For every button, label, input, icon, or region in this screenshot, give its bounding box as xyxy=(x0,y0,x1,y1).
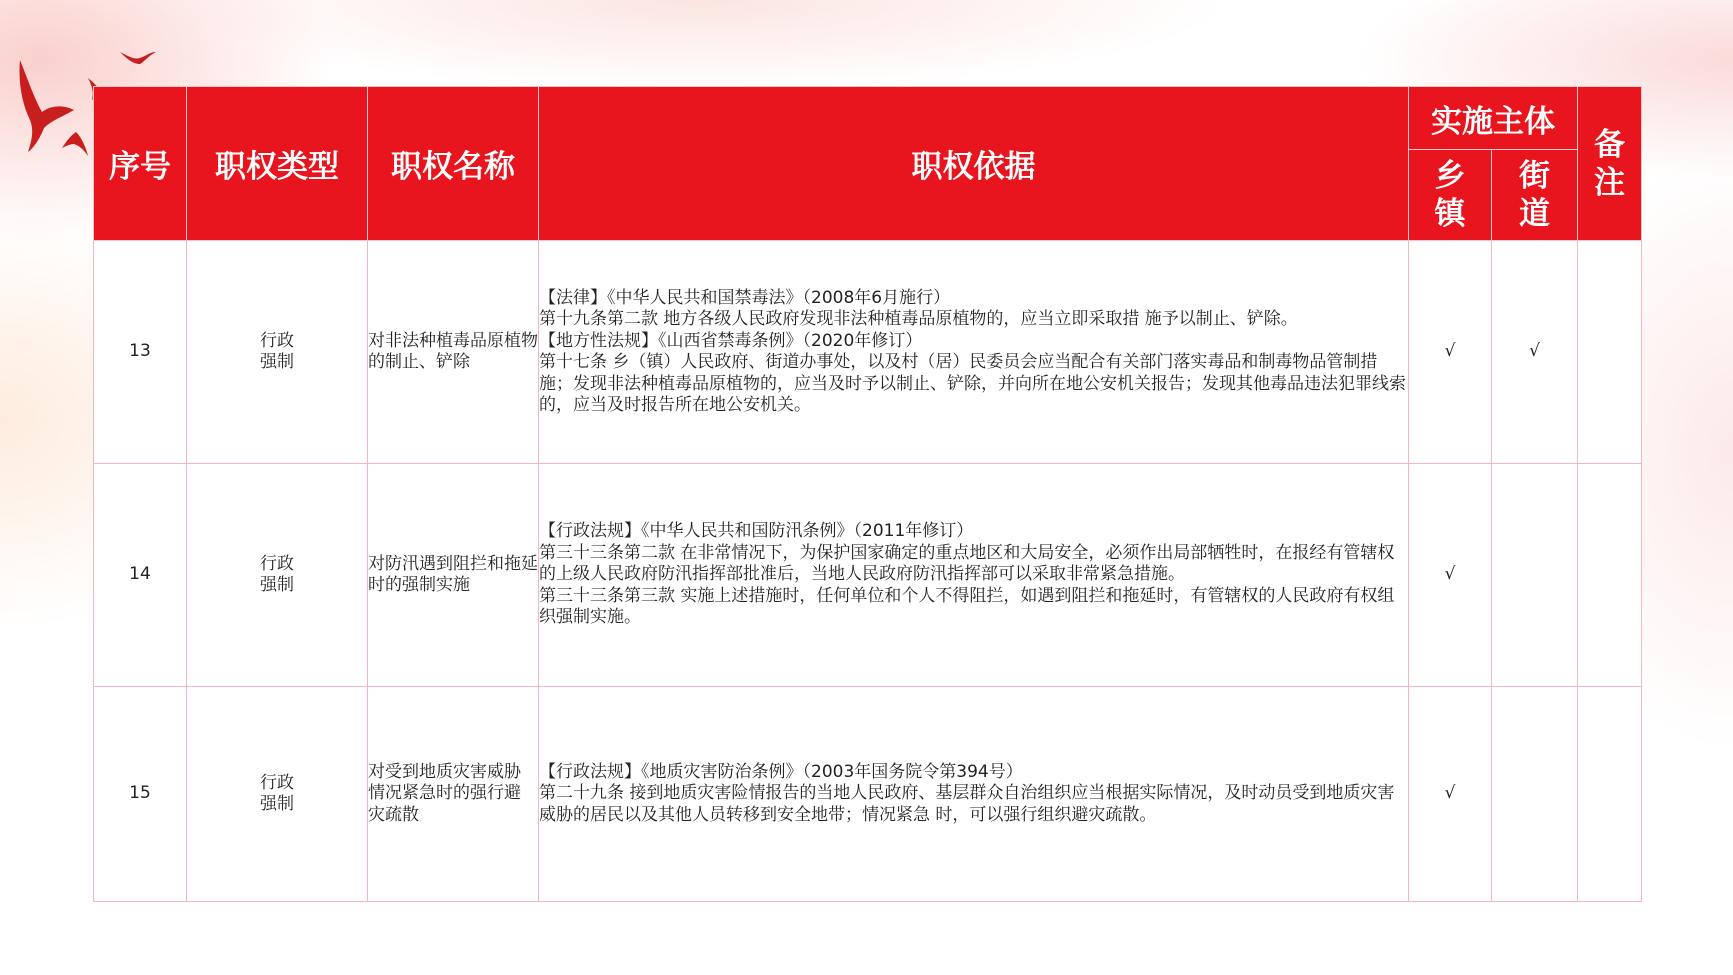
row-type: 行政 强制 xyxy=(187,687,368,902)
header-type: 职权类型 xyxy=(187,87,368,241)
basis-line: 【行政法规】《地质灾害防治条例》（2003年国务院令第394号） xyxy=(539,761,1023,782)
row-note xyxy=(1578,464,1642,687)
basis-line: 【行政法规】《中华人民共和国防汛条例》（2011年修订） xyxy=(539,521,974,542)
row-name: 对受到地质灾害威胁 情况紧急时的强行避 灾疏散 xyxy=(368,687,539,902)
township-check-mark: √ xyxy=(1409,241,1492,464)
row-seq: 13 xyxy=(94,241,187,464)
basis-line: 【地方性法规】《山西省禁毒条例》（2020年修订） xyxy=(539,330,923,351)
row-note xyxy=(1578,241,1642,464)
basis-line: 【法律】《中华人民共和国禁毒法》（2008年6月施行） xyxy=(539,287,951,308)
header-subject: 实施主体 xyxy=(1409,87,1578,150)
street-check-mark xyxy=(1492,464,1578,687)
bird-icon xyxy=(120,52,156,64)
authority-table xyxy=(93,86,1642,902)
row-seq: 15 xyxy=(94,687,187,902)
header-seq: 序号 xyxy=(94,87,187,241)
bird-icon xyxy=(62,132,88,156)
row-basis xyxy=(539,241,1409,464)
header-township: 乡 镇 xyxy=(1409,150,1492,241)
basis-line: 第十九条第二款 地方各级人民政府发现非法种植毒品原植物的，应当立即采取措 施予以制止、铲除。 xyxy=(539,309,1298,329)
header-note: 备 注 xyxy=(1578,87,1642,241)
street-check-mark xyxy=(1492,687,1578,902)
basis-line: 第三十三条第三款 实施上述措施时，任何单位和个人不得阻拦，如遇到阻拦和拖延时，有管辖权的人民政府有权组织强制实施。 xyxy=(539,585,1395,628)
township-check-mark: √ xyxy=(1409,464,1492,687)
row-basis xyxy=(539,687,1409,902)
row-note xyxy=(1578,687,1642,902)
table-row xyxy=(94,464,1642,687)
basis-line: 第二十九条 接到地质灾害险情报告的当地人民政府、基层群众自治组织应当根据实际情况，及时动员受到地质灾害威胁的居民以及其他人员转移到安全地带；情况紧急 时，可以强行组织避灾疏散。 xyxy=(539,783,1395,825)
row-type: 行政 强制 xyxy=(187,464,368,687)
header-street: 街 道 xyxy=(1492,150,1578,241)
basis-line: 第三十三条第二款 在非常情况下，为保护国家确定的重点地区和大局安全，必须作出局部牺牲时，在报经有管辖权的上级人民政府防汛指挥部批准后，当地人民政府防汛指挥部可以采取非常紧急措施。 xyxy=(539,542,1395,585)
header-basis: 职权依据 xyxy=(539,87,1409,241)
basis-line: 第十七条 乡（镇）人民政府、街道办事处，以及村（居）民委员会应当配合有关部门落实毒品和制毒物品管制措施；发现非法种植毒品原植物的，应当及时予以制止、铲除，并向所在地公安机关报告；发现其他毒品违法犯罪线索的，应当及时报告所在地公安机关。 xyxy=(539,352,1406,415)
bird-icon xyxy=(19,60,74,152)
row-type: 行政 强制 xyxy=(187,241,368,464)
header-name: 职权名称 xyxy=(368,87,539,241)
row-basis xyxy=(539,464,1409,687)
row-name: 对非法种植毒品原植物的制止、铲除 xyxy=(368,241,539,464)
row-name: 对防汛遇到阻拦和拖延时的强制实施 xyxy=(368,464,539,687)
row-seq: 14 xyxy=(94,464,187,687)
table-row xyxy=(94,687,1642,902)
table-row xyxy=(94,241,1642,464)
township-check-mark: √ xyxy=(1409,687,1492,902)
street-check-mark: √ xyxy=(1492,241,1578,464)
